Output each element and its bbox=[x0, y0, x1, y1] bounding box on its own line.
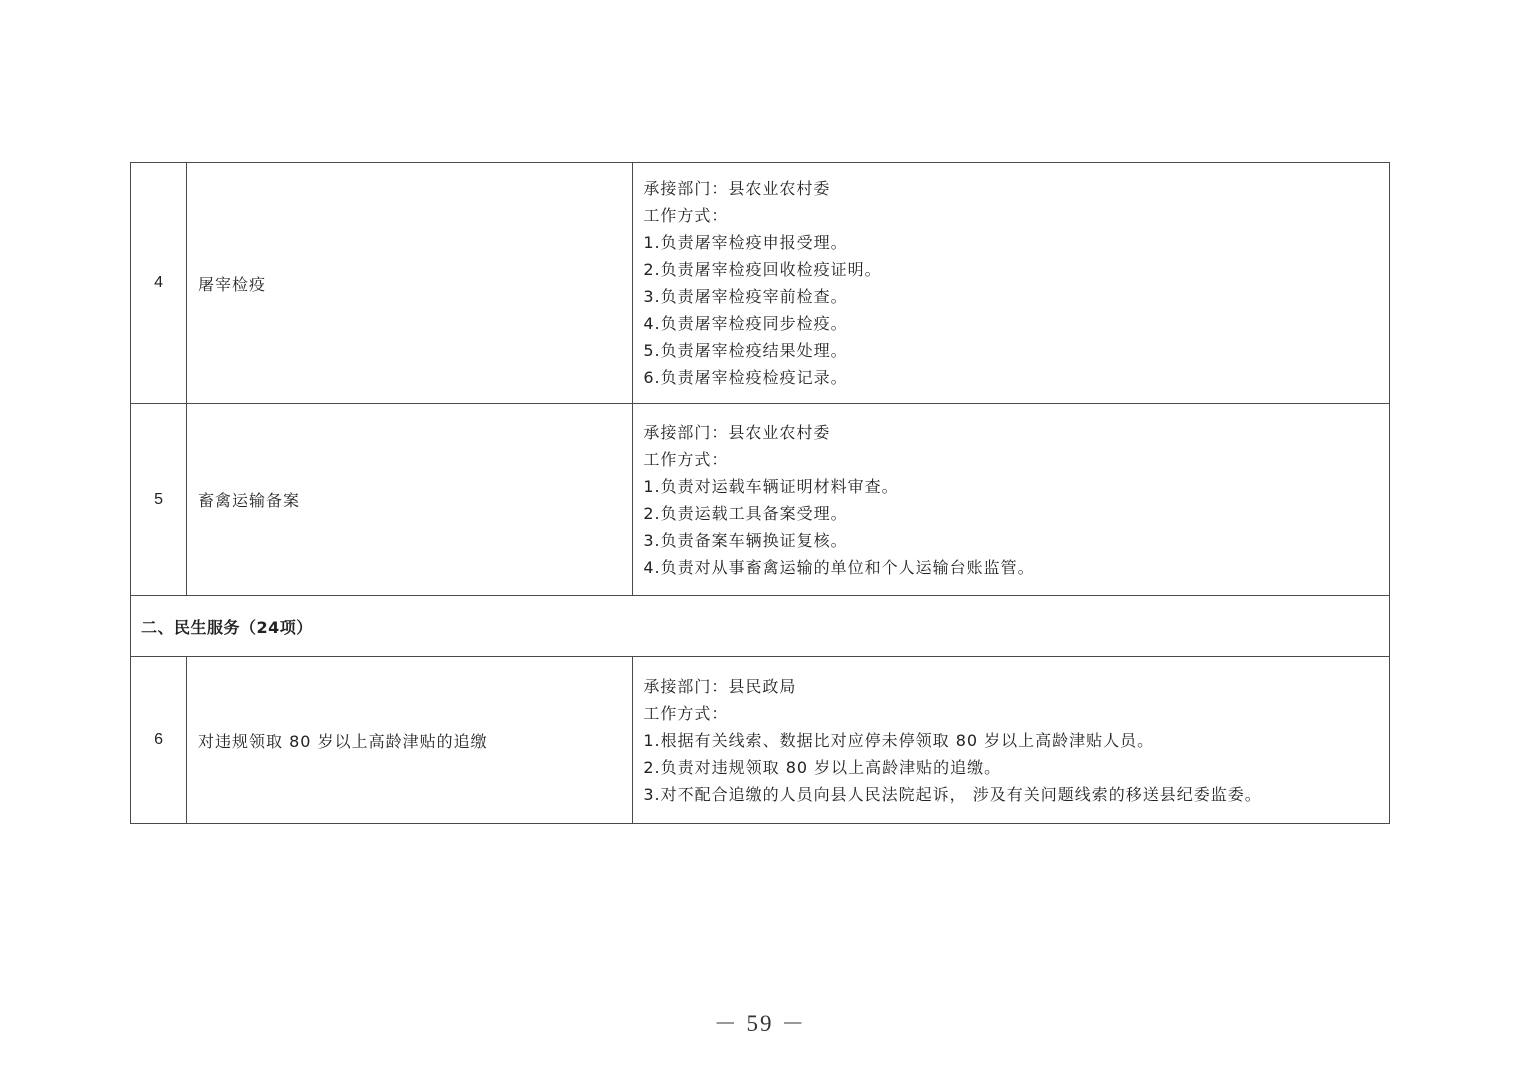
method-item: 3.对不配合追缴的人员向县人民法院起诉， 涉及有关问题线索的移送县纪委监委。 bbox=[643, 784, 1262, 804]
item-name: 对违规领取 80 岁以上高龄津贴的追缴 bbox=[187, 657, 633, 824]
item-description bbox=[633, 404, 1390, 596]
item-description bbox=[633, 657, 1390, 824]
item-description bbox=[633, 163, 1390, 404]
method-item: 1.负责屠宰检疫申报受理。 bbox=[643, 233, 848, 252]
department-line: 承接部门：县民政局 bbox=[643, 676, 797, 696]
method-item: 2.负责对违规领取 80 岁以上高龄津贴的追缴。 bbox=[643, 757, 1002, 777]
method-item: 5.负责屠宰检疫结果处理。 bbox=[643, 341, 848, 360]
page-number: － 59 － bbox=[713, 1011, 807, 1036]
method-heading: 工作方式： bbox=[643, 206, 729, 225]
department-line: 承接部门：县农业农村委 bbox=[643, 179, 831, 198]
method-item: 2.负责屠宰检疫回收检疫证明。 bbox=[643, 260, 882, 279]
item-name: 屠宰检疫 bbox=[187, 163, 633, 404]
table-row bbox=[131, 163, 1390, 404]
row-number: 6 bbox=[131, 657, 187, 824]
method-item: 1.根据有关线索、数据比对应停未停领取 80 岁以上高龄津贴人员。 bbox=[643, 730, 1155, 750]
row-number: 5 bbox=[131, 404, 187, 596]
method-item: 3.负责备案车辆换证复核。 bbox=[643, 530, 848, 550]
item-name: 畜禽运输备案 bbox=[187, 404, 633, 596]
method-item: 3.负责屠宰检疫宰前检查。 bbox=[643, 287, 848, 306]
department-line: 承接部门：县农业农村委 bbox=[643, 422, 831, 442]
table-row bbox=[131, 404, 1390, 596]
section-title: 二、民生服务（24项） bbox=[131, 596, 1390, 657]
method-item: 2.负责运载工具备案受理。 bbox=[643, 503, 848, 523]
services-table bbox=[130, 162, 1390, 824]
method-item: 6.负责屠宰检疫检疫记录。 bbox=[643, 368, 848, 387]
row-number: 4 bbox=[131, 163, 187, 404]
section-row bbox=[131, 596, 1390, 657]
method-item: 1.负责对运载车辆证明材料审查。 bbox=[643, 476, 899, 496]
method-item: 4.负责对从事畜禽运输的单位和个人运输台账监管。 bbox=[643, 557, 1035, 577]
method-heading: 工作方式： bbox=[643, 449, 729, 469]
table-row bbox=[131, 657, 1390, 824]
method-heading: 工作方式： bbox=[643, 703, 729, 723]
method-item: 4.负责屠宰检疫同步检疫。 bbox=[643, 314, 848, 333]
